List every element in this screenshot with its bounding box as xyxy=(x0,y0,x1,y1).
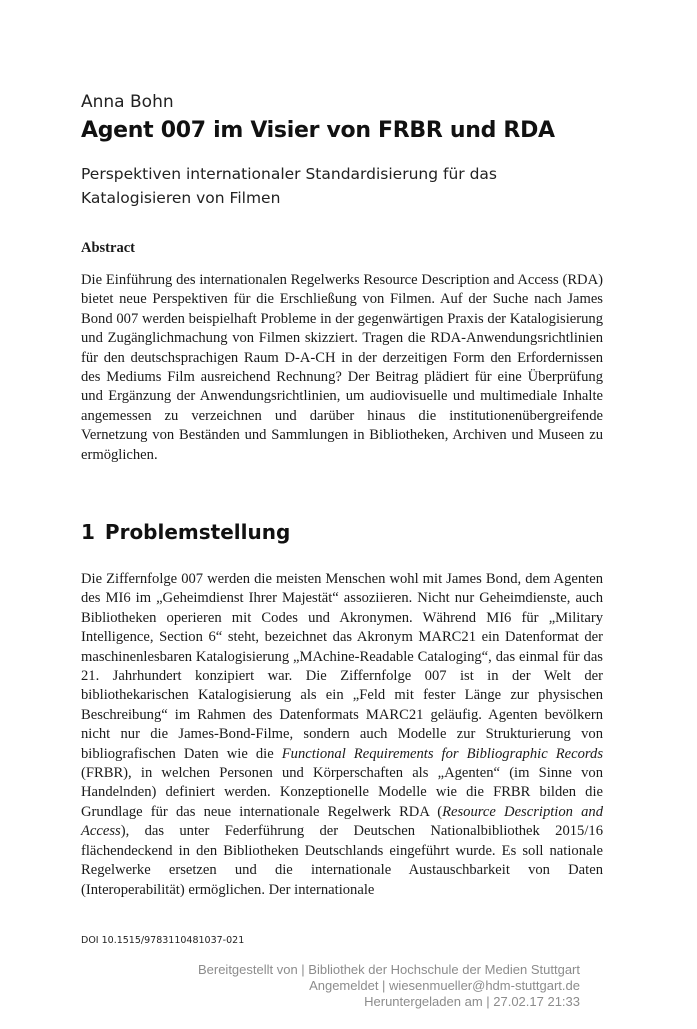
abstract-heading: Abstract xyxy=(81,240,135,256)
footer-provided-by: Bereitgestellt von | Bibliothek der Hochschule der Medien Stuttgart xyxy=(197,962,580,977)
body-text-part-3: ), das unter Federführung der Deutschen Nationalbibliothek 2015/16 flächendeckend in den Bibliotheken Deutschlands eingeführt wurde. Es soll nationale Regelwerke ersetzen und die internationale Austauschbarkeit von Daten (Interoperabilität) ermöglichen. Der internationale xyxy=(81,823,603,898)
section-number: 1 xyxy=(81,520,95,544)
body-italic-rda: Resource Description and Access xyxy=(81,803,603,840)
body-italic-frbr: Functional Requirements for Bibliographic Records xyxy=(281,745,603,762)
author-name: Anna Bohn xyxy=(81,92,174,112)
body-paragraph xyxy=(81,570,603,900)
section-heading xyxy=(81,520,290,544)
footer-logged-in: Angemeldet | wiesenmueller@hdm-stuttgart.de xyxy=(309,978,580,993)
abstract-text: Die Einführung des internationalen Regelwerks Resource Description and Access (RDA) bietet neue Perspektiven für die Erschließung von Filmen. Auf der Suche nach James Bond 007 werden beispielhaft Probleme in der gegenwärtigen Praxis der Katalogisierung und Zugänglichmachung von Filmen skizziert. Tragen die RDA-Anwendungsrichtlinien für den deutschsprachigen Raum D-A-CH in der derzeitigen Form den Erfordernissen des Mediums Film ausreichend Rechnung? Der Beitrag plädiert für eine Überprüfung und Ergänzung der Anwendungsrichtlinien, um audiovisuelle und multimediale Inhalte angemessen zu verzeichnen und darüber hinaus die institutionenübergreifende Vernetzung von Beständen und Sammlungen in Bibliotheken, Archiven und Museen zu ermöglichen. xyxy=(81,272,603,463)
footer-downloaded: Heruntergeladen am | 27.02.17 21:33 xyxy=(364,994,580,1009)
section-title: Problemstellung xyxy=(104,520,291,544)
body-text-part-1: Die Ziffernfolge 007 werden die meisten Menschen wohl mit James Bond, dem Agenten des MI6 im „Geheimdienst Ihrer Majestät“ assoziieren. Nicht nur Geheimdienste, auch Bibliotheken operieren mit Codes und Akronymen. Während MI6 für „Military Intelligence, Section 6“ steht, bezeichnet das Akronym MARC21 ein Datenformat der maschinenlesbaren Katalogisierung „MAchine-Readable Cataloging“, das einmal für das 21. Jahrhundert konzipiert war. Die Ziffernfolge 007 ist in der Welt der bibliothekarischen Katalogisierung als ein „Feld mit fester Länge zur physischen Beschreibung“ im Rahmen des Datenformats MARC21 geläufig. Agenten bevölkern nicht nur die James-Bond-Filme, sondern auch Modelle zur Strukturierung von bibliografischen Daten wie die xyxy=(81,571,603,762)
doi-line: DOI 10.1515/9783110481037-021 xyxy=(81,935,245,946)
body-text-part-2: (FRBR), in welchen Personen und Körperschaften als „Agenten“ (im Sinne von Handelnden) definiert werden. Konzeptionelle Modelle wie die FRBR bilden die Grundlage für das neue internationale Regelwerk RDA ( xyxy=(81,765,603,820)
article-title: Agent 007 im Visier von FRBR und RDA xyxy=(81,118,555,143)
download-footer xyxy=(198,962,580,1010)
article-subtitle: Perspektiven internationaler Standardisierung für das Katalogisieren von Filmen xyxy=(81,165,497,207)
